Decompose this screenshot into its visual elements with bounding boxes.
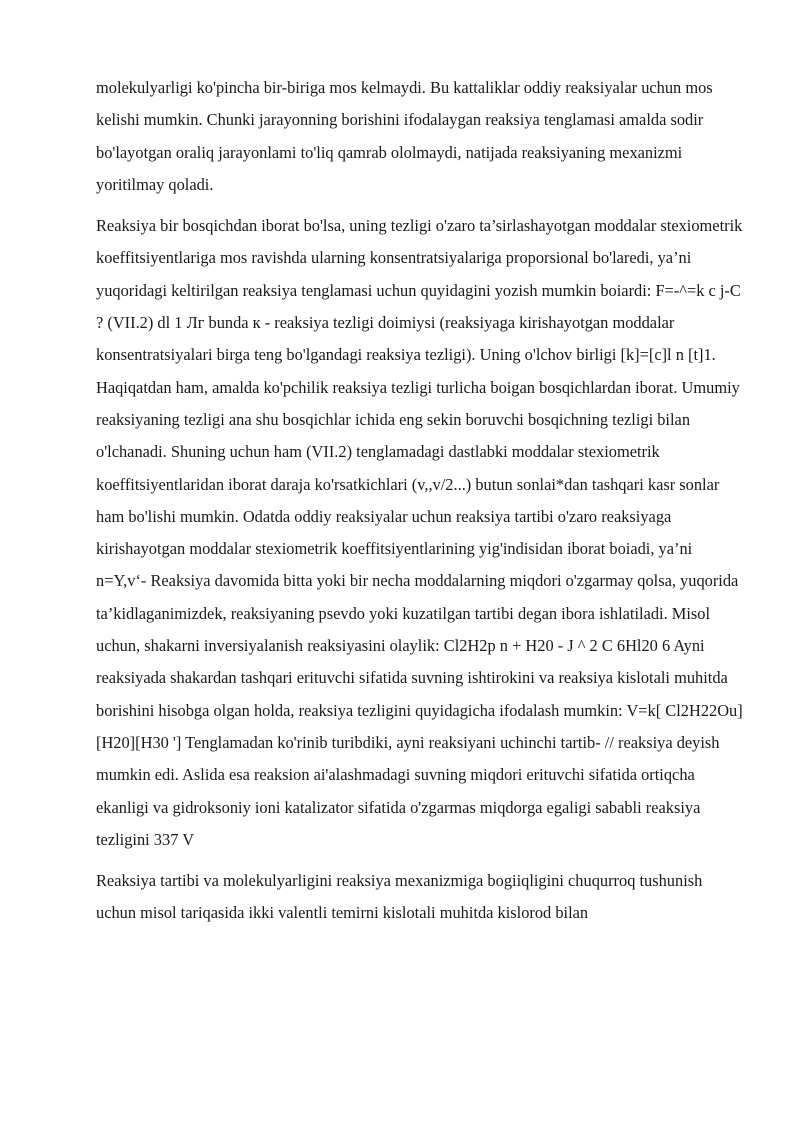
paragraph-3: Reaksiya tartibi va molekulyarligini reaksiya mexanizmiga bogiiqligini chuqurroq tushunish uchun misol tariqasida ikki valentli temirni kislotali muhitda kislorod bilan (96, 871, 703, 923)
paragraph-2: Reaksiya bir bosqichdan iborat bo'lsa, uning tezligi o'zaro ta’sirlashayotgan moddalar stexiometrik koeffitsiyentlariga mos ravishda ularning konsentratsiyalariga proporsional bo'laredi, ya’ni yuqoridagi keltirilgan reaksiya tenglamasi uchun quyidagini yozish mumkin boiardi: F=-^=k c j-C ? (VII.2) dl 1 Лг bunda к - reaksiya tezligi doimiysi (reaksiyaga kirishayotgan moddalar konsentratsiyalari birga teng bo'lgandagi reaksiya tezligi). Uning o'lchov birligi [k]=[c]l n [t]1. Haqiqatdan ham, amalda ko'pchilik reaksiya tezligi turlicha boigan bosqichlardan iborat. Umumiy reaksiyaning tezligi ana shu bosqichlar ichida eng sekin boruvchi bosqichning tezligi bilan o'lchanadi. Shuning uchun ham (VII.2) tenglamadagi dastlabki moddalar stexiometrik koeffitsiyentlaridan iborat daraja ko'rsatkichlari (v,,v/2...) butun sonlai*dan tashqari kasr sonlar ham bo'lishi mumkin. Odatda oddiy reaksiyalar uchun reaksiya tartibi o'zaro reaksiyaga kirishayotgan moddalar stexiometrik koeffitsiyentlarining yig'indisidan iborat boiadi, ya’ni n=Y,v‘- Reaksiya davomida bitta yoki bir necha moddalarning miqdori o'zgarmay qolsa, yuqorida ta’kidlaganimizdek, reaksiyaning psevdo yoki kuzatilgan tartibi degan ibora ishlatiladi. Misol uchun, shakarni inversiyalanish reaksiyasini olaylik: Cl2H2p n + H20 - J ^ 2 C 6Hl20 6 Ayni reaksiyada shakardan tashqari erituvchi sifatida suvning ishtirokini va reaksiya kislotali muhitda borishini hisobga olgan holda, reaksiya tezligini quyidagicha ifodalash mumkin: V=k[ Cl2H22Ou] [H20][H30 '] Tenglamadan ko'rinib turibdiki, ayni reaksiyani uchinchi tartib- // reaksiya deyish mumkin edi. Aslida esa reaksion ai'alashmadagi suvning miqdori erituvchi sifatida ortiqcha ekanligi va gidroksoniy ioni katalizator sifatida o'zgarmas miqdorga egaligi sababli reaksiya tezligini 337 V (96, 216, 743, 849)
paragraph-1: molekulyarligi ko'pincha bir-biriga mos kelmaydi. Bu kattaliklar oddiy reaksiyalar uchun mos kelishi mumkin. Chunki jarayonning borishini ifodalaygan reaksiya tenglamasi amalda sodir bo'layotgan oraliq jarayonlami to'liq qamrab ololmaydi, natijada reaksiyaning mexanizmi yoritilmay qoladi. (96, 78, 713, 194)
document-page (96, 72, 744, 939)
